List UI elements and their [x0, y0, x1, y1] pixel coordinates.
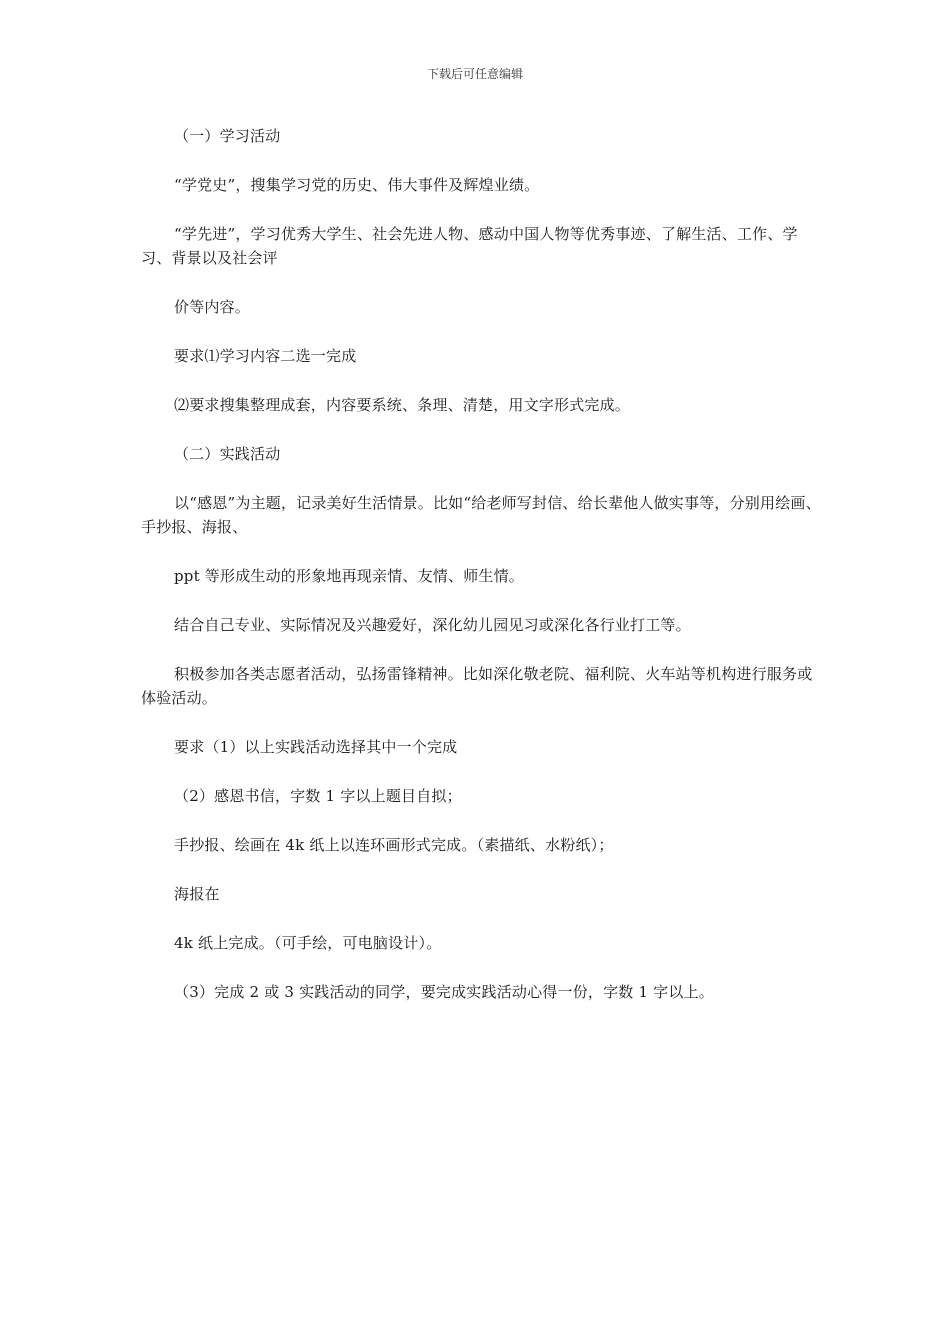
requirement-practice-2: （2）感恩书信，字数 1 字以上题目自拟； [174, 787, 462, 805]
requirement-practice-3: （3）完成 2 或 3 实践活动的同学，要完成实践活动心得一份，字数 1 字以上。 [174, 983, 714, 1001]
paragraph-handwritten-newspaper: 手抄报、绘画在 4k 纸上以连环画形式完成。（素描纸、水粉纸）； [174, 836, 614, 854]
paragraph-advanced-models: “学先进”，学习优秀大学生、社会先进人物、感动中国人物等优秀事迹、了解生活、工作、学习、背景以及社会评 [141, 225, 798, 267]
requirement-2: ⑵要求搜集整理成套，内容要系统、条理、清楚，用文字形式完成。 [174, 396, 631, 414]
section-heading-practice: （二）实践活动 [174, 445, 281, 463]
paragraph-continuation: 价等内容。 [174, 298, 251, 316]
section-heading-study: （一）学习活动 [174, 127, 281, 145]
paragraph-poster: 海报在 [174, 885, 220, 903]
requirement-1: 要求⑴学习内容二选一完成 [174, 347, 357, 365]
paragraph-party-history: “学党史”，搜集学习党的历史、伟大事件及辉煌业绩。 [174, 176, 540, 194]
paragraph-poster-paper: 4k 纸上完成。（可手绘，可电脑设计）。 [174, 934, 442, 952]
paragraph-volunteer: 积极参加各类志愿者活动，弘扬雷锋精神。比如深化敬老院、福利院、火车站等机构进行服务或体验活动。 [141, 665, 813, 707]
header-note: 下载后可任意编辑 [426, 67, 523, 81]
paragraph-ppt-forms: ppt 等形成生动的形象地再现亲情、友情、师生情。 [174, 567, 525, 585]
paragraph-gratitude-theme: 以“感恩”为主题，记录美好生活情景。比如“给老师写封信、给长辈他人做实事等，分别用绘画、手抄报、海报、 [141, 494, 821, 536]
document-body [141, 124, 821, 1029]
paragraph-major-practice: 结合自己专业、实际情况及兴趣爱好，深化幼儿园见习或深化各行业打工等。 [174, 616, 691, 634]
requirement-practice-1: 要求（1）以上实践活动选择其中一个完成 [174, 738, 458, 756]
